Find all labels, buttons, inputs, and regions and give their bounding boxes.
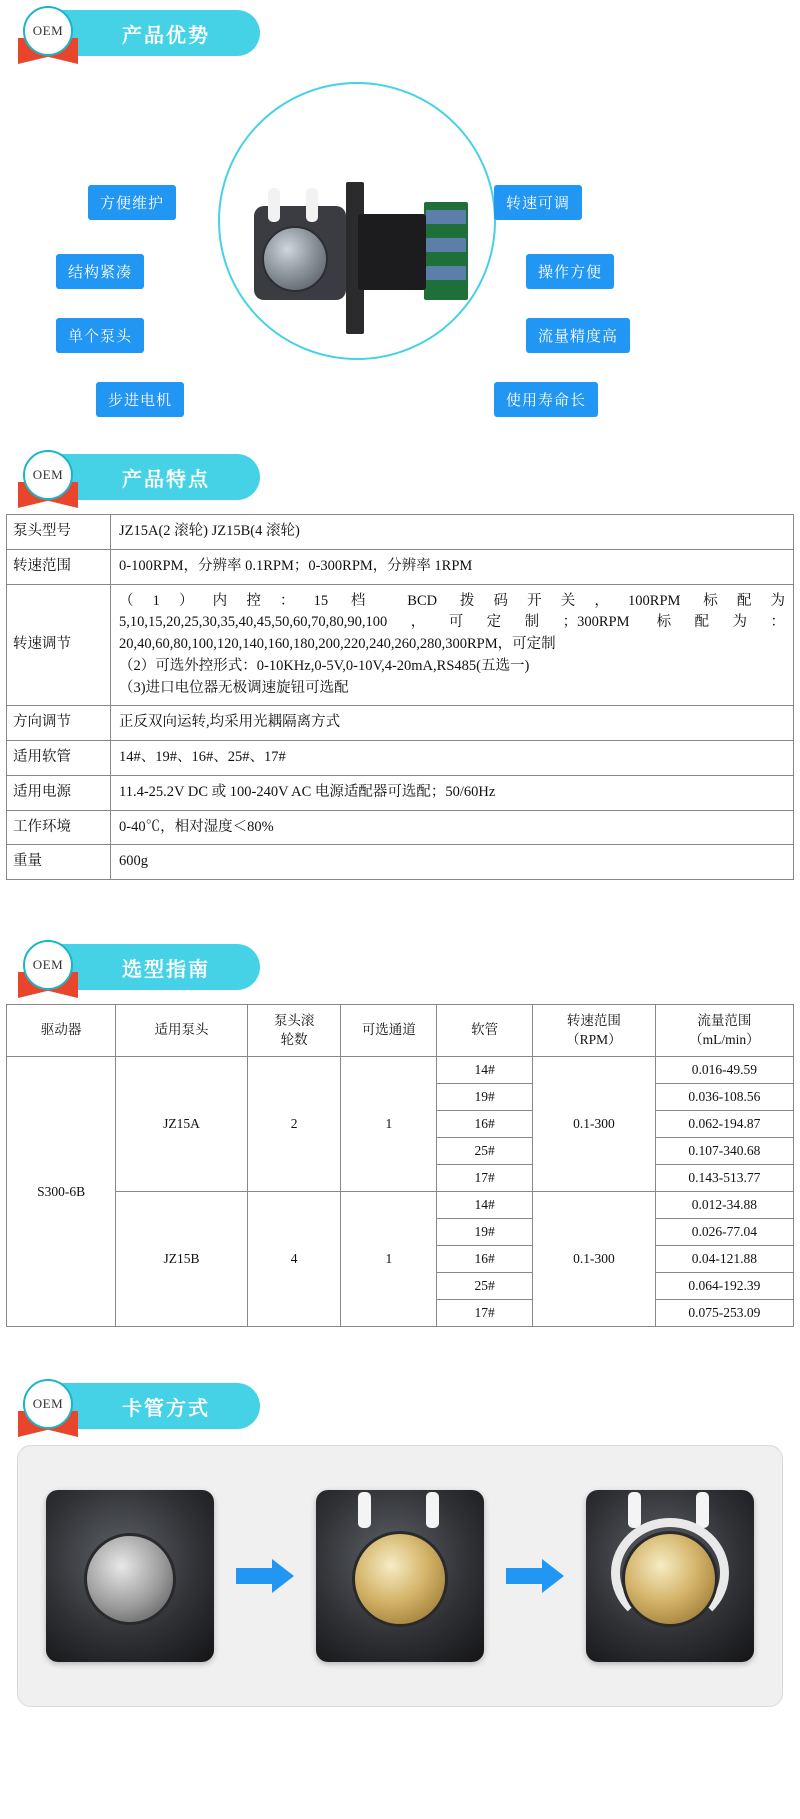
oem-badge <box>23 6 73 56</box>
tube-end-right <box>426 1492 439 1528</box>
section-title-text: 产品优势 <box>122 24 210 47</box>
advantage-tag-left-4: 步进电机 <box>96 382 184 417</box>
features-table <box>6 514 794 880</box>
cell-flow-range: 0.107-340.68 <box>655 1138 793 1165</box>
feature-value: 600g <box>111 845 794 880</box>
column-header-rollers <box>247 1005 341 1057</box>
feature-value: 11.4-25.2V DC 或 100-240V AC 电源适配器可选配；50/60Hz <box>111 775 794 810</box>
feature-label: 转速范围 <box>7 549 111 584</box>
oem-ribbon <box>18 940 78 996</box>
cell-tube: 16# <box>437 1111 533 1138</box>
cell-pump-head: JZ15B <box>116 1192 248 1327</box>
advantage-tag-right-3: 流量精度高 <box>526 318 630 353</box>
column-header-channels: 可选通道 <box>341 1005 437 1057</box>
section-header-advantages <box>18 0 800 62</box>
feature-value: 正反双向运转,均采用光耦隔离方式 <box>111 706 794 741</box>
table-row <box>7 549 794 584</box>
advantage-tag-right-1: 转速可调 <box>494 185 582 220</box>
table-row <box>7 810 794 845</box>
column-header-rollers-line1: 泵头滚 <box>273 1013 315 1029</box>
section-title-text: 选型指南 <box>122 958 210 981</box>
cell-flow-range: 0.075-253.09 <box>655 1300 793 1327</box>
speed-adjust-line-2: 5,10,15,20,25,30,35,40,45,50,60,70,80,90,100，可定制；300RPM 标配为： <box>119 614 785 631</box>
cell-pump-head: JZ15A <box>116 1057 248 1192</box>
cell-flow-range: 0.036-108.56 <box>655 1084 793 1111</box>
cell-driver: S300-6B <box>7 1057 116 1327</box>
section-title-pill <box>50 1383 260 1429</box>
column-header-flow <box>655 1005 793 1057</box>
feature-label: 重量 <box>7 845 111 880</box>
table-row <box>7 845 794 880</box>
feature-label: 适用电源 <box>7 775 111 810</box>
cell-channels: 1 <box>341 1192 437 1327</box>
table-row <box>7 706 794 741</box>
advantage-tag-left-1: 方便维护 <box>88 185 176 220</box>
selection-table-wrap <box>0 996 800 1327</box>
feature-label: 泵头型号 <box>7 515 111 550</box>
column-header-flow-line1: 流量范围 <box>697 1013 752 1029</box>
tube-install-step-1-image <box>46 1490 214 1662</box>
speed-adjust-line-5: （3)进口电位器无极调速旋钮可选配 <box>119 679 349 696</box>
advantage-tag-left-2: 结构紧凑 <box>56 254 144 289</box>
table-row <box>7 775 794 810</box>
tube-install-steps-panel <box>17 1445 783 1707</box>
tube-install-step-3-image <box>586 1490 754 1662</box>
photo-connector-top <box>426 210 466 224</box>
photo-tube-clamp-left <box>268 188 280 222</box>
pump-rotor-gold <box>352 1531 448 1627</box>
column-header-speed <box>533 1005 656 1057</box>
photo-connector-mid <box>426 238 466 252</box>
column-header-rollers-line2: 轮数 <box>280 1031 308 1047</box>
section-header-selection <box>18 934 800 996</box>
cell-speed-range: 0.1-300 <box>533 1192 656 1327</box>
feature-value: JZ15A(2 滚轮) JZ15B(4 滚轮) <box>111 515 794 550</box>
oem-badge-label: OEM <box>32 1396 64 1411</box>
cell-channels: 1 <box>341 1057 437 1192</box>
oem-badge-label: OEM <box>32 23 64 38</box>
cell-tube: 17# <box>437 1165 533 1192</box>
table-row <box>7 584 794 706</box>
section-header-features <box>18 444 800 506</box>
cell-flow-range: 0.04-121.88 <box>655 1246 793 1273</box>
table-row <box>7 1192 794 1219</box>
table-row <box>7 1057 794 1084</box>
table-header-row <box>7 1005 794 1057</box>
cell-flow-range: 0.026-77.04 <box>655 1219 793 1246</box>
pump-rotor-gold <box>622 1531 718 1627</box>
oem-badge <box>23 940 73 990</box>
cell-tube: 16# <box>437 1246 533 1273</box>
pump-product-photo <box>248 196 468 316</box>
photo-motor-body <box>358 214 426 290</box>
section-title-text: 产品特点 <box>122 468 210 491</box>
tube-end-right <box>696 1492 709 1528</box>
advantage-tag-right-4: 使用寿命长 <box>494 382 598 417</box>
feature-label: 工作环境 <box>7 810 111 845</box>
cell-tube: 14# <box>437 1057 533 1084</box>
pump-rotor <box>84 1533 176 1625</box>
advantages-diagram <box>0 68 800 409</box>
features-table-wrap <box>0 506 800 880</box>
cell-rollers: 4 <box>247 1192 341 1327</box>
feature-label: 适用软管 <box>7 741 111 776</box>
photo-connector-bottom <box>426 266 466 280</box>
arrow-right-icon <box>236 1559 294 1593</box>
cell-flow-range: 0.012-34.88 <box>655 1192 793 1219</box>
oem-badge <box>23 450 73 500</box>
oem-badge <box>23 1379 73 1429</box>
cell-flow-range: 0.016-49.59 <box>655 1057 793 1084</box>
photo-pump-rotor <box>262 226 328 292</box>
cell-rollers: 2 <box>247 1057 341 1192</box>
speed-adjust-line-1: （1）内控：15 档 BCD 拨码开关，100RPM 标配为 <box>119 592 785 609</box>
section-title-pill <box>50 454 260 500</box>
feature-value: 0-40℃，相对湿度＜80% <box>111 810 794 845</box>
feature-value: 0-100RPM，分辨率 0.1RPM；0-300RPM，分辨率 1RPM <box>111 549 794 584</box>
oem-badge-label: OEM <box>32 957 64 972</box>
oem-ribbon <box>18 1379 78 1435</box>
feature-value: 14#、19#、16#、25#、17# <box>111 741 794 776</box>
speed-adjust-line-4: （2）可选外控形式：0-10KHz,0-5V,0-10V,4-20mA,RS485(五选一) <box>119 657 530 674</box>
cell-tube: 17# <box>437 1300 533 1327</box>
column-header-speed-line2: （RPM） <box>566 1031 622 1047</box>
cell-tube: 14# <box>437 1192 533 1219</box>
feature-label: 转速调节 <box>7 584 111 706</box>
table-row <box>7 741 794 776</box>
arrow-right-icon <box>506 1559 564 1593</box>
column-header-tube: 软管 <box>437 1005 533 1057</box>
section-title-text: 卡管方式 <box>122 1397 210 1420</box>
cell-tube: 25# <box>437 1273 533 1300</box>
cell-tube: 19# <box>437 1219 533 1246</box>
section-title-pill <box>50 10 260 56</box>
tube-end-left <box>628 1492 641 1528</box>
advantage-tag-left-3: 单个泵头 <box>56 318 144 353</box>
cell-speed-range: 0.1-300 <box>533 1057 656 1192</box>
feature-value-speed-adjust <box>111 584 794 706</box>
oem-ribbon <box>18 450 78 506</box>
tube-install-step-2-image <box>316 1490 484 1662</box>
oem-badge-label: OEM <box>32 467 64 482</box>
page-bottom-spacer <box>0 1707 800 1733</box>
tube-end-left <box>358 1492 371 1528</box>
column-header-pump: 适用泵头 <box>116 1005 248 1057</box>
cell-flow-range: 0.062-194.87 <box>655 1111 793 1138</box>
feature-label: 方向调节 <box>7 706 111 741</box>
column-header-driver: 驱动器 <box>7 1005 116 1057</box>
column-header-flow-line2: （mL/min） <box>689 1031 760 1047</box>
selection-table <box>6 1004 794 1327</box>
cell-tube: 25# <box>437 1138 533 1165</box>
photo-tube-clamp-right <box>306 188 318 222</box>
cell-flow-range: 0.064-192.39 <box>655 1273 793 1300</box>
section-title-pill <box>50 944 260 990</box>
cell-flow-range: 0.143-513.77 <box>655 1165 793 1192</box>
cell-tube: 19# <box>437 1084 533 1111</box>
section-header-tube-install <box>18 1373 800 1435</box>
table-row <box>7 515 794 550</box>
speed-adjust-line-3: 20,40,60,80,100,120,140,160,180,200,220,240,260,280,300RPM，可定制 <box>119 636 556 652</box>
advantage-tag-right-2: 操作方便 <box>526 254 614 289</box>
oem-ribbon <box>18 6 78 62</box>
column-header-speed-line1: 转速范围 <box>566 1013 621 1029</box>
